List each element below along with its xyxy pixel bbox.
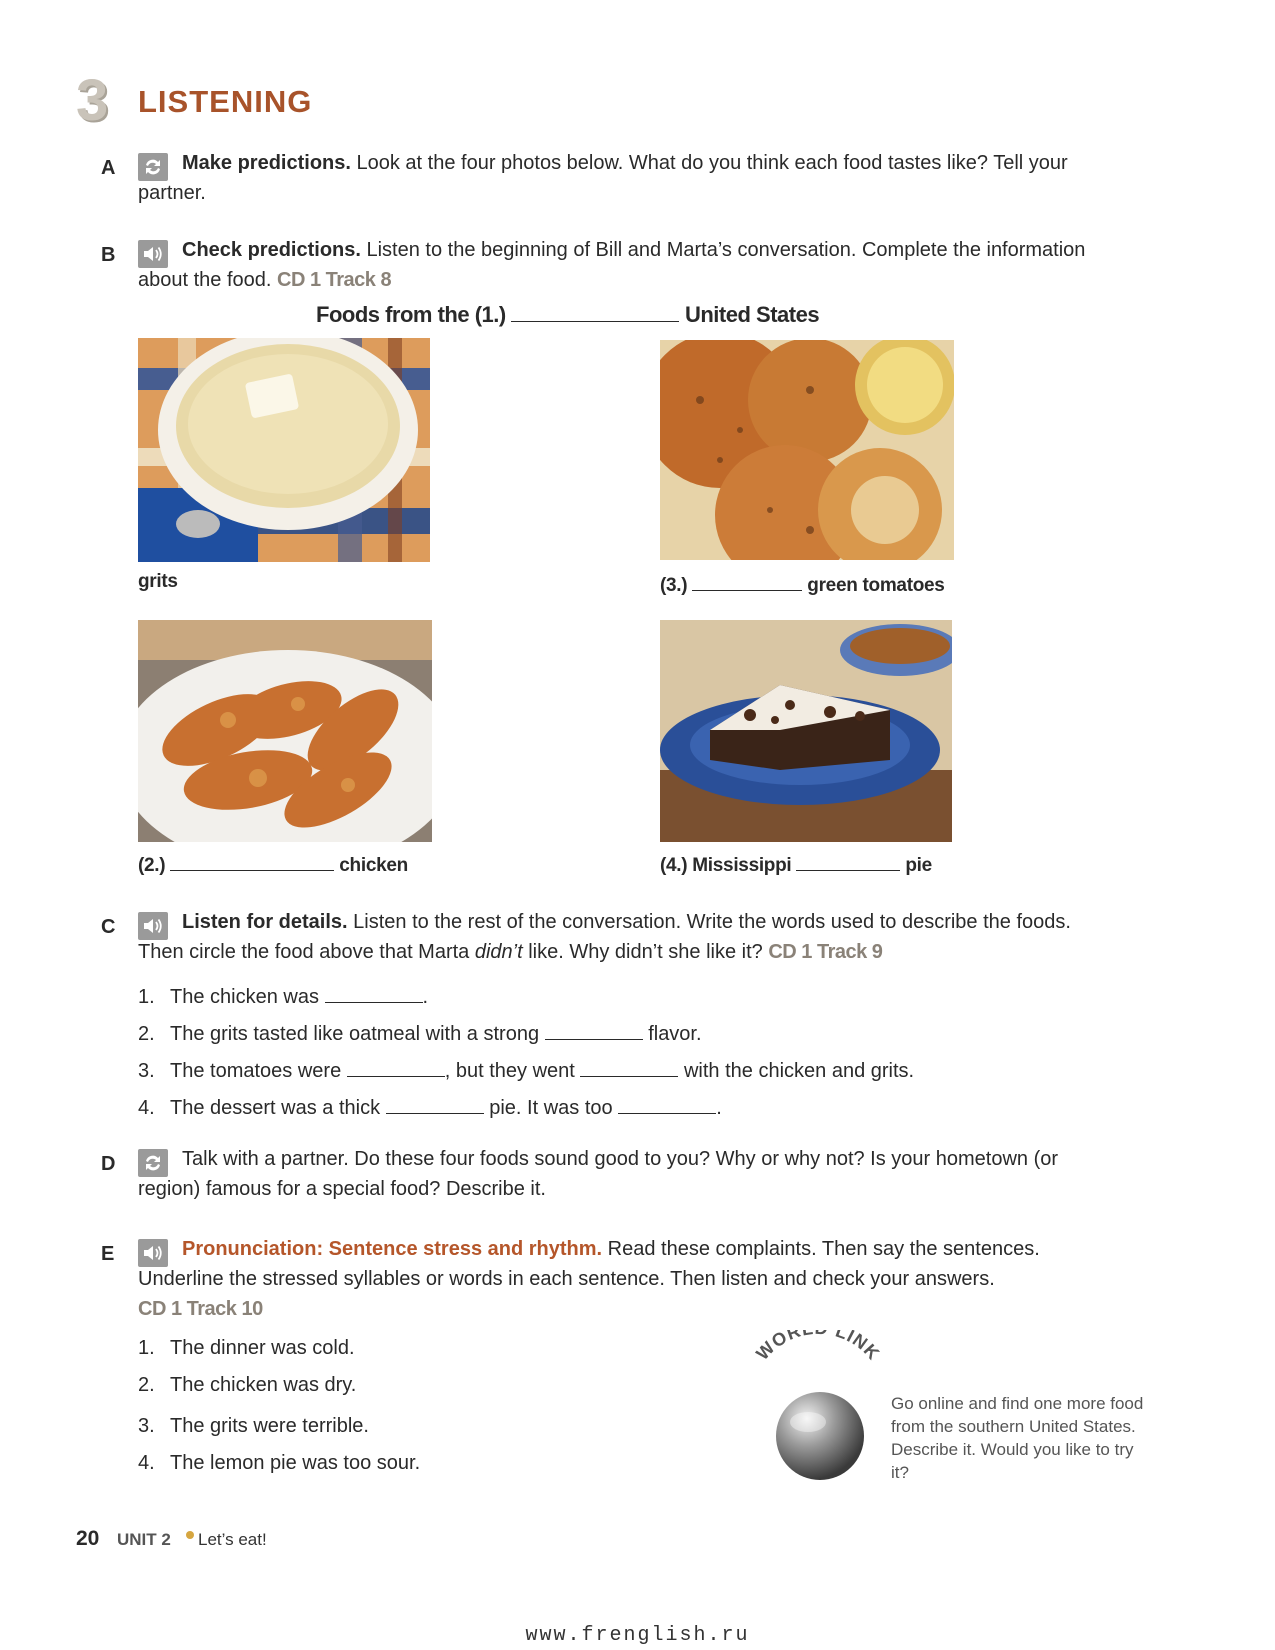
item-text: The grits tasted like oatmeal with a strong	[170, 1023, 540, 1045]
answer-blank-1[interactable]	[511, 303, 679, 322]
photo-caption-chicken	[138, 852, 408, 875]
answer-blank-2[interactable]	[170, 852, 334, 871]
list-item	[138, 1375, 356, 1395]
item-number: 2.	[138, 1374, 155, 1396]
exercise-c-letter: C	[101, 916, 116, 938]
item-text: The chicken was dry.	[170, 1374, 357, 1396]
caption-text: grits	[138, 571, 178, 592]
exercise-c-title: Listen for details.	[182, 911, 348, 933]
caption-text-end: pie	[905, 855, 932, 876]
list-item	[138, 1095, 722, 1118]
fried-green-tomatoes-photo	[660, 340, 954, 560]
exercise-e-instructions: Read these complaints. Then say the sentences. Underline the stressed syllables or words in each sentence. Then listen and check your answers.	[138, 1238, 1040, 1290]
exercise-b-instructions: Listen to the beginning of Bill and Marta’s conversation. Complete the information about the food.	[138, 239, 1086, 291]
item-text: , but they went	[444, 1060, 575, 1082]
item-text: .	[716, 1097, 722, 1119]
answer-blank[interactable]	[347, 1058, 445, 1077]
section-number: 3	[76, 68, 109, 133]
item-text: flavor.	[648, 1023, 702, 1045]
item-number: 1.	[138, 986, 155, 1008]
item-number: 3.	[138, 1060, 155, 1082]
exercise-a-title: Make predictions.	[182, 152, 351, 174]
exercise-c-italic: didn’t	[474, 941, 523, 963]
footer-bullet	[186, 1531, 194, 1539]
answer-blank-4[interactable]	[796, 852, 900, 871]
answer-blank[interactable]	[386, 1095, 484, 1114]
exercise-c-instructions: Listen to the rest of the conversation. Write the words used to describe the foods. Then circle the food above that Marta	[138, 911, 1071, 963]
page-number: 20	[76, 1527, 100, 1550]
exercise-d-text: Talk with a partner. Do these four foods sound good to you? Why or why not? Is your hometown (or region) famous for a special food? Describe it.	[138, 1148, 1059, 1200]
item-text: with the chicken and grits.	[683, 1060, 915, 1082]
exercise-c-question: like. Why didn’t she like it?	[522, 941, 763, 963]
exercise-e-letter: E	[101, 1243, 115, 1265]
item-number: 1.	[138, 1337, 155, 1359]
list-item	[138, 1021, 702, 1044]
cd-track-label: CD 1 Track 10	[138, 1298, 263, 1320]
footer-unit: UNIT 2	[117, 1530, 171, 1549]
world-link-globe-icon	[738, 1330, 898, 1490]
grits-photo	[138, 338, 430, 562]
photo-caption-grits	[138, 572, 178, 591]
answer-blank[interactable]	[580, 1058, 678, 1077]
world-link-label: WOR LINK	[752, 1330, 884, 1364]
foods-heading-start: Foods from the (1.)	[316, 302, 506, 327]
answer-blank[interactable]	[325, 984, 423, 1003]
item-text: The chicken was	[170, 986, 319, 1008]
foods-heading-end: United States	[684, 302, 820, 327]
item-text: The lemon pie was too sour.	[170, 1452, 421, 1474]
exercise-e-text	[138, 1234, 1098, 1324]
answer-blank-3[interactable]	[692, 572, 802, 591]
item-text: The dinner was cold.	[170, 1337, 355, 1359]
item-text: .	[422, 986, 429, 1008]
answer-blank[interactable]	[545, 1021, 643, 1040]
watermark-url: www.frenglish.ru	[525, 1624, 750, 1647]
exercise-b-title: Check predictions.	[182, 239, 361, 261]
exercise-b-text	[138, 235, 1098, 295]
list-item	[138, 1058, 914, 1081]
item-text: The tomatoes were	[170, 1060, 342, 1082]
svg-text:WORLD LINK	[752, 1330, 884, 1364]
item-text: The grits were terrible.	[170, 1415, 369, 1437]
list-item	[138, 1416, 369, 1436]
caption-text-start: (4.) Mississippi	[660, 855, 792, 876]
exercise-d-letter: D	[101, 1153, 116, 1175]
exercise-a-letter: A	[101, 157, 116, 179]
caption-number: (3.)	[660, 575, 688, 596]
caption-text: chicken	[339, 855, 408, 876]
exercise-e-title: Pronunciation: Sentence stress and rhythm.	[182, 1238, 603, 1260]
exercise-c-text	[138, 907, 1098, 967]
item-text: The dessert was a thick	[170, 1097, 381, 1119]
footer-subtitle: Let’s eat!	[198, 1530, 267, 1549]
item-number: 4.	[138, 1097, 155, 1119]
foods-heading	[316, 302, 819, 328]
list-item	[138, 1338, 355, 1358]
exercise-b-letter: B	[101, 244, 116, 266]
item-number: 3.	[138, 1415, 155, 1437]
fried-chicken-photo	[138, 620, 432, 842]
exercise-a-text	[138, 148, 1098, 208]
list-item	[138, 984, 428, 1007]
mississippi-mud-pie-photo	[660, 620, 952, 842]
caption-text: green tomatoes	[807, 575, 945, 596]
section-title: LISTENING	[138, 84, 313, 119]
item-number: 4.	[138, 1452, 155, 1474]
photo-caption-pie	[660, 852, 932, 875]
photo-caption-green-tomatoes	[660, 572, 945, 595]
cd-track-label: CD 1 Track 9	[768, 941, 883, 963]
exercise-a-instructions: Look at the four photos below. What do you think each food tastes like? Tell your partner.	[138, 152, 1068, 204]
cd-track-label: CD 1 Track 8	[277, 269, 392, 291]
answer-blank[interactable]	[618, 1095, 716, 1114]
item-number: 2.	[138, 1023, 155, 1045]
caption-number: (2.)	[138, 855, 166, 876]
list-item	[138, 1453, 420, 1473]
world-link-text: Go online and find one more food from the southern United States. Describe it. Would you like to try it?	[891, 1394, 1144, 1482]
item-text: pie. It was too	[489, 1097, 613, 1119]
